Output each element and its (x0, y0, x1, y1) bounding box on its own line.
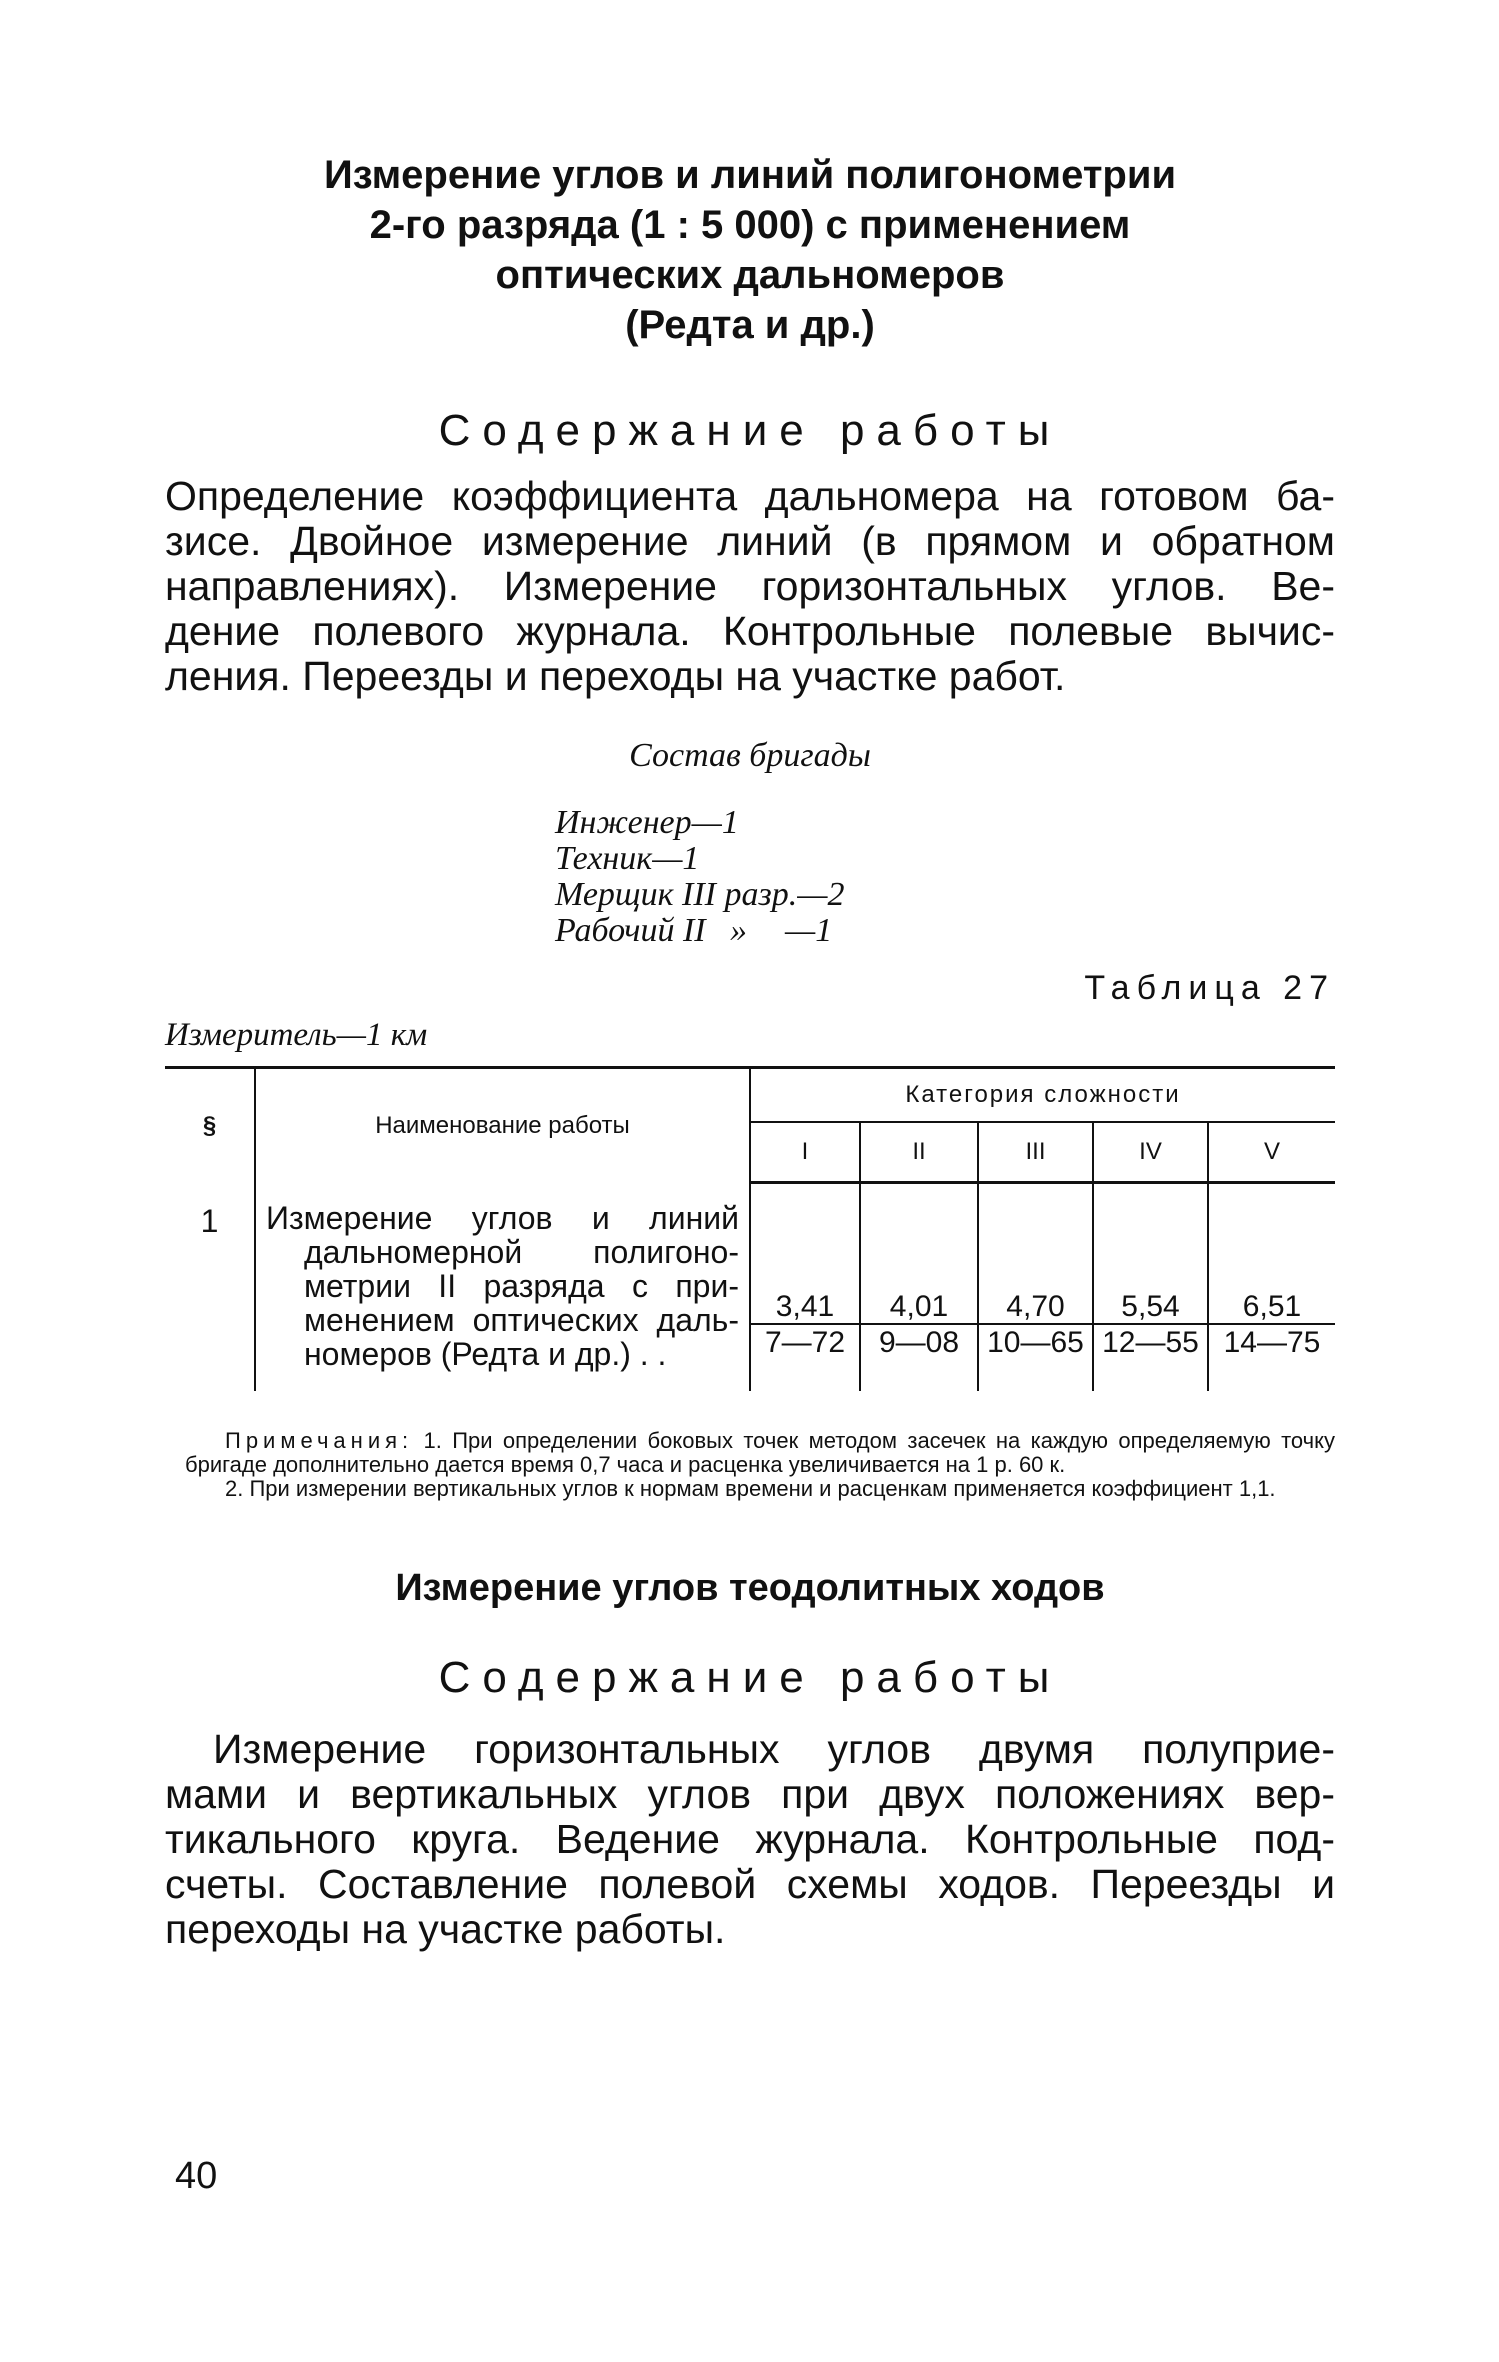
table-caption-row (165, 969, 1335, 1054)
measurer: Измеритель—1 км (165, 1017, 428, 1053)
ditto-mark: » (730, 912, 747, 949)
brigade-member (555, 805, 1335, 841)
brigade-role: Техник (555, 840, 653, 877)
note-1-text: 1. При определении боковых точек методом засечек на каждую определяемую точку бригаде дополнительно дается время 0,7 часа и расценка увеличивается на 1 р. 60 к. (185, 1427, 1335, 1477)
brigade-role: Мерщик III разр. (555, 876, 798, 913)
title-line: 2-го разряда (1 : 5 000) с применением (369, 203, 1131, 247)
rate: 9—08 (878, 1325, 960, 1359)
brigade-role: Инженер (555, 804, 692, 841)
brigade-list (555, 805, 1335, 949)
title-line: Измерение углов и линий полигонометрии (323, 153, 1177, 197)
section2-content-paragraph (165, 1727, 1335, 1952)
content-line: мами и вертикальных углов при двух положениях вер- (165, 1770, 1335, 1817)
brigade-role: Рабочий II (555, 912, 706, 949)
header-category-III: III (978, 1122, 1093, 1183)
title-line: (Редта и др.) (625, 303, 875, 347)
table-row (165, 1183, 1335, 1391)
notes-lead: Примечания: (225, 1427, 414, 1453)
rate: 14—75 (1223, 1325, 1321, 1359)
time-norm: 6,51 (1209, 1291, 1335, 1325)
row-work-name (255, 1183, 750, 1391)
norms-table (165, 1066, 1335, 1391)
header-category-I: I (750, 1122, 860, 1183)
section1-title (165, 150, 1335, 350)
content-line: тикального круга. Ведение журнала. Контрольные под- (165, 1815, 1335, 1862)
content-line: ления. Переезды и переходы на участке работ. (165, 653, 1066, 699)
table-label: Таблица 27 (1084, 969, 1335, 1007)
brigade-count: —1 (652, 840, 700, 877)
time-norm: 5,54 (1094, 1291, 1207, 1325)
row-paragraph: 1 (165, 1183, 255, 1391)
header-work-name: Наименование работы (255, 1068, 750, 1183)
page (165, 150, 1335, 1952)
content-line: дение полевого журнала. Контрольные полевые вычис- (165, 608, 1335, 654)
norm-cell-III (978, 1183, 1093, 1391)
content-line: Определение коэффициента дальномера на готовом ба- (165, 473, 1335, 519)
section2-title: Измерение углов теодолитных ходов (395, 1566, 1105, 1609)
table-notes (165, 1429, 1335, 1501)
content-line: зисе. Двойное измерение линий (в прямом и обратном (165, 518, 1335, 564)
work-name-line: менением оптических даль- (304, 1301, 739, 1338)
norm-cell-I (750, 1183, 860, 1391)
header-category-V: V (1208, 1122, 1335, 1183)
time-norm: 4,70 (979, 1291, 1092, 1325)
content-line: счеты. Составление полевой схемы ходов. Переезды и (165, 1860, 1335, 1907)
brigade-count: —1 (691, 804, 739, 841)
note-1 (185, 1429, 1335, 1477)
work-name-line: метрии II разряда с при- (304, 1267, 739, 1304)
header-category: Категория сложности (750, 1068, 1335, 1123)
brigade-heading: Состав бригады (629, 737, 871, 774)
brigade-member (555, 913, 1335, 949)
content-line: направлениях). Измерение горизонтальных углов. Ве- (165, 563, 1335, 609)
work-name-line: дальномерной полигоно- (304, 1233, 739, 1270)
title-line: оптических дальномеров (495, 253, 1005, 297)
section2-content-heading: Содержание работы (438, 1652, 1062, 1702)
rate: 7—72 (764, 1325, 846, 1359)
content-line: Измерение горизонтальных углов двумя полуприе- (213, 1725, 1335, 1772)
page-number: 40 (175, 2155, 218, 2197)
rate: 10—65 (987, 1325, 1084, 1359)
header-category-II: II (860, 1122, 978, 1183)
norm-cell-IV (1093, 1183, 1208, 1391)
time-norm: 4,01 (861, 1291, 977, 1325)
content-paragraph (165, 474, 1335, 699)
time-norm: 3,41 (751, 1291, 859, 1325)
header-paragraph: § (165, 1068, 255, 1183)
work-name-line: Измерение углов и линий (266, 1199, 739, 1236)
brigade-count: —1 (785, 912, 833, 949)
brigade-member (555, 877, 1335, 913)
norm-cell-V (1208, 1183, 1335, 1391)
brigade-count: —2 (797, 876, 845, 913)
rate: 12—55 (1102, 1325, 1199, 1359)
work-name-line: номеров (Редта и др.) . . (304, 1335, 667, 1372)
content-heading: Содержание работы (438, 406, 1062, 455)
brigade-member (555, 841, 1335, 877)
norm-cell-II (860, 1183, 978, 1391)
content-line: переходы на участке работы. (165, 1905, 726, 1952)
header-category-IV: IV (1093, 1122, 1208, 1183)
note-2: 2. При измерении вертикальных углов к нормам времени и расценкам применяется коэффициент 1,1. (225, 1475, 1276, 1501)
